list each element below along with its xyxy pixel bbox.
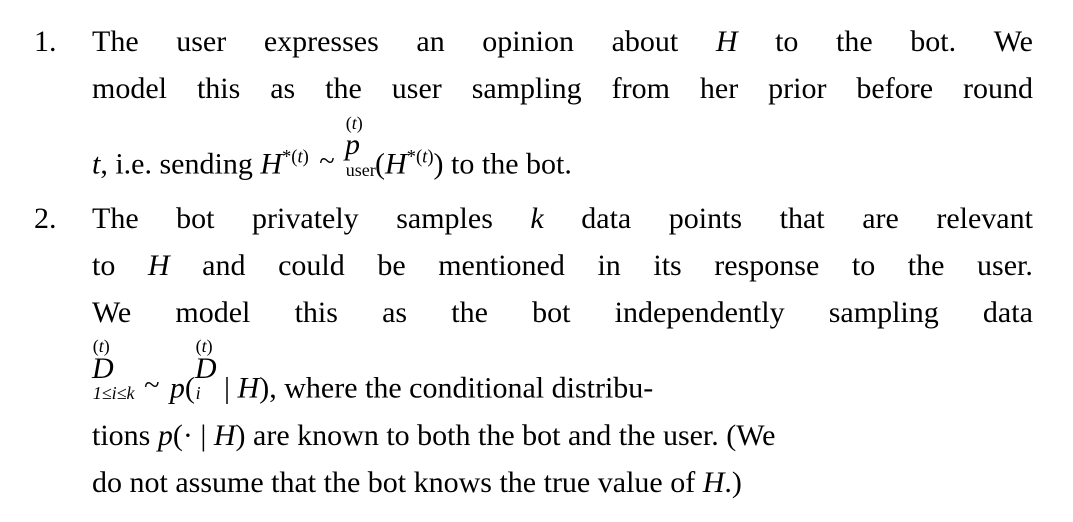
text-line-math: do not assume that the bot knows the true value of H.): [92, 466, 742, 499]
text-line: The user expresses an opinion about H to the bot. We: [92, 25, 1033, 58]
text-line: We model this as the bot independently sampling data: [92, 295, 1033, 329]
text-line-math: tions p(· | H) are known to both the bot and the user. (We: [92, 419, 776, 452]
text-line: The bot privately samples k data points that are relevant: [92, 201, 1033, 235]
list-marker-1: 1.: [34, 25, 57, 58]
list-marker-2: 2.: [34, 201, 57, 235]
numbered-list: [34, 18, 1033, 506]
list-item-2: [34, 195, 1033, 507]
text-line-math: t, i.e. sending $H^{*(t)}$ ~ (t) p user $(H^{*(t)})$ to the bot.: [92, 112, 572, 181]
list-item-1-text: [92, 18, 1033, 189]
text-line-math: (t) D 1≤i≤k ~ p( (t) D i | H), where the conditional distribu-: [92, 336, 654, 404]
text-line: model this as the user sampling from her prior before round: [92, 72, 1033, 105]
list-item-2-text: [92, 195, 1033, 507]
list-item-1: [34, 18, 1033, 189]
text-line: to H and could be mentioned in its response to the user.: [92, 248, 1033, 282]
